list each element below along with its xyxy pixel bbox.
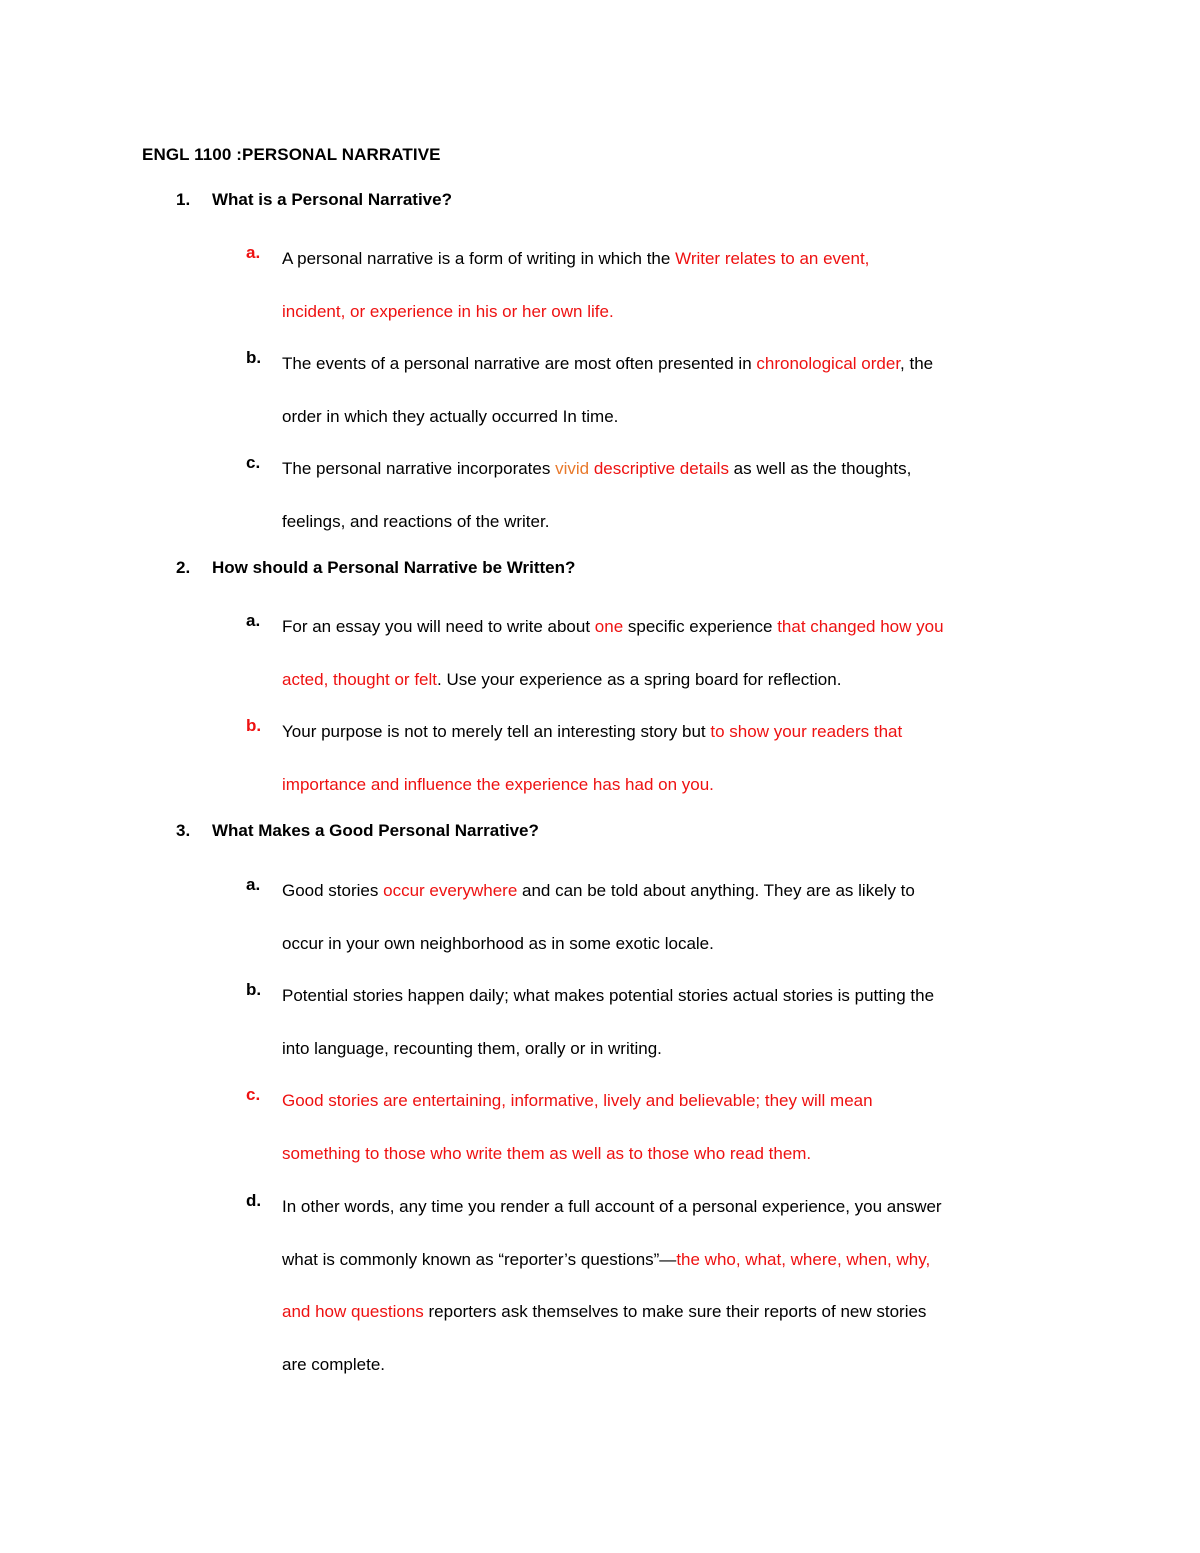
item-text: [282, 338, 1072, 443]
item-label: b.: [246, 348, 262, 367]
item-label: b.: [246, 716, 262, 735]
highlight-text: Writer relates to an event,: [675, 249, 870, 268]
highlight-text: the who, what, where, when, why,: [676, 1249, 931, 1269]
text-run: The events of a personal narrative are most often presented in: [282, 354, 757, 373]
text-run: Your purpose is not to merely tell an interesting story but: [282, 722, 711, 741]
highlight-text: chronological order: [756, 354, 901, 373]
document-title: ENGL 1100 :PERSONAL NARRATIVE: [142, 145, 441, 164]
text-run: occur in your own neighborhood as in some exotic locale.: [282, 933, 714, 953]
item-text: [282, 443, 1072, 548]
highlight-text: incident, or experience in his or her own life.: [282, 301, 614, 321]
item-text: [282, 706, 1072, 811]
item-label: c.: [246, 1085, 261, 1104]
item-label: c.: [246, 453, 261, 472]
text-run: The personal narrative incorporates: [282, 459, 556, 478]
section-number: 2.: [176, 558, 191, 577]
highlight-text: Good stories are entertaining, informative, lively and believable; they will mean: [282, 1091, 873, 1110]
item-text: [282, 1181, 1072, 1392]
text-run: are complete.: [282, 1355, 385, 1375]
item-text: [282, 601, 1072, 706]
highlight-text: occur everywhere: [383, 881, 518, 900]
highlight-text: and how questions: [282, 1302, 424, 1322]
highlight-text: something to those who write them as well as to those who read them.: [282, 1143, 812, 1163]
text-run: as well as the thoughts,: [728, 459, 912, 478]
section-heading-text: What is a Personal Narrative?: [212, 190, 452, 209]
text-run: feelings, and reactions of the writer.: [282, 511, 550, 531]
text-run: what is commonly known as “reporter’s questions”—: [282, 1249, 677, 1269]
text-run: For an essay you will need to write about: [282, 617, 595, 636]
text-run: . Use your experience as a spring board for reflection.: [437, 669, 842, 689]
text-run: , the: [900, 354, 934, 373]
highlight-text: to show your readers that: [710, 722, 903, 741]
item-label: a.: [246, 875, 261, 894]
section-number: 3.: [176, 821, 191, 840]
text-run: reporters ask themselves to make sure their reports of new stories: [423, 1302, 927, 1322]
text-run: order in which they actually occurred In time.: [282, 406, 619, 426]
text-run: specific experience: [623, 617, 778, 636]
highlight-text: one: [594, 617, 624, 636]
highlight-text: that changed how you: [777, 617, 944, 636]
highlight-text: vivid: [555, 459, 590, 478]
section-number: 1.: [176, 190, 191, 209]
item-label: a.: [246, 243, 261, 262]
text-run: into language, recounting them, orally or in writing.: [282, 1038, 662, 1058]
text-run: Potential stories happen daily; what makes potential stories actual stories is putting the: [282, 986, 935, 1005]
text-run: In other words, any time you render a full account of a personal experience, you answer: [282, 1197, 942, 1216]
item-label: d.: [246, 1191, 262, 1210]
text-run: Good stories: [282, 881, 384, 900]
item-text: [282, 233, 1072, 338]
text-run: A personal narrative is a form of writing in which the: [282, 249, 676, 268]
item-text: [282, 970, 1072, 1075]
section-heading-text: What Makes a Good Personal Narrative?: [212, 821, 539, 840]
item-label: b.: [246, 980, 262, 999]
highlight-text: acted, thought or felt: [282, 669, 437, 689]
highlight-text: descriptive details: [589, 459, 729, 478]
item-text: [282, 1075, 1072, 1180]
highlight-text: importance and influence the experience has had on you.: [282, 774, 714, 794]
text-run: and can be told about anything. They are as likely to: [517, 881, 915, 900]
item-label: a.: [246, 611, 261, 630]
section-heading-text: How should a Personal Narrative be Written?: [212, 558, 576, 577]
item-text: [282, 865, 1072, 970]
